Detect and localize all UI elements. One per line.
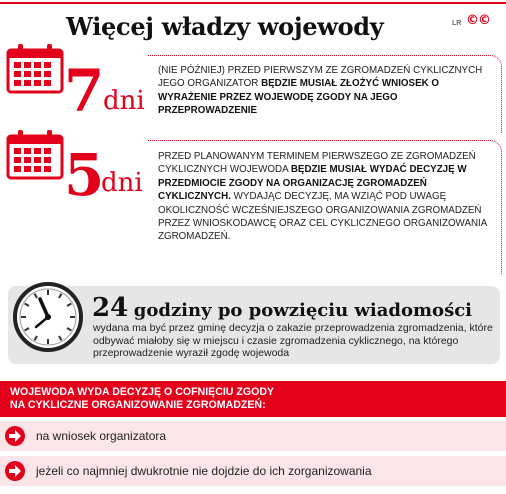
block-1-text: (NIE PÓŹNIEJ) PRZED PIERWSZYM ZE ZGROMADZEŃ CYKLICZNYCH JEGO ORGANIZATOR BĘDZIE MUSIAŁ ZŁOŻYĆ WNIOSEK O WYRAŻENIE PRZEZ WOJEWODĘ ZGODY NA JEGO PRZEPROWADZENIE (158, 65, 483, 117)
revocation-title-line-2: NA CYKLICZNE ORGANIZOWANIE ZGROMADZEŃ: (10, 399, 266, 411)
list-item (0, 421, 506, 451)
block-2-text: PRZED PLANOWANYM TERMINEM PIERWSZEGO ZE ZGROMADZEŃ CYKLICZNYCH WOJEWODA BĘDZIE MUSIAŁ WYDAĆ DECYZJĘ W PRZEDMIOCIE ZGODY NA ORGANIZACJĘ ZGROMADZEŃ CYKLICZNYCH. WYDAJĄC DECYZJĘ, MA WZIĄĆ POD UWAGĘ OKOLICZNOŚĆ WCZEŚNIEJSZEGO ORGANIZOWANIA ZGROMADZEŃ PRZEZ WNIOSKODAWCĘ ORAZ CEL CYKLICZNEGO ORGANIZOWANIA ZGROMADZEŃ. (158, 151, 487, 243)
hours-number: 24 (92, 293, 129, 323)
days-number-5: 5 (64, 141, 105, 209)
list-item (0, 456, 506, 486)
top-rule (0, 2, 506, 4)
calendar-icon (6, 128, 64, 180)
hours-description: wydana ma być przez gminę decyzja o zakazie przeprowadzenia zgromadzenia, które odbywać miałoby się w miejscu i czasie zgromadzenia cyklicznego, na którego przeprowadzenie wyraził zgodę wojewoda (93, 322, 493, 360)
license-mark: ©© (466, 13, 490, 28)
condition-text: jeżeli co najmniej dwukrotnie nie dojdzie do ich zorganizowania (36, 464, 372, 478)
calendar-icon (6, 42, 64, 94)
days-unit-5: dni (101, 168, 143, 198)
condition-text: na wniosek organizatora (36, 429, 167, 443)
days-number-7: 7 (64, 57, 105, 125)
hours-heading (92, 293, 472, 323)
source-tag: LR (452, 20, 462, 27)
hours-label: godziny po powzięciu wiadomości (133, 300, 472, 321)
revocation-title-line-1: WOJEWODA WYDA DECYZJĘ O COFNIĘCIU ZGODY (10, 386, 275, 398)
arrow-right-icon (4, 425, 26, 447)
revocation-banner (0, 381, 506, 417)
clock-icon (12, 281, 84, 353)
arrow-right-icon (4, 460, 26, 482)
days-unit-7: dni (103, 86, 145, 116)
page-title: Więcej władzy wojewody (66, 12, 384, 41)
